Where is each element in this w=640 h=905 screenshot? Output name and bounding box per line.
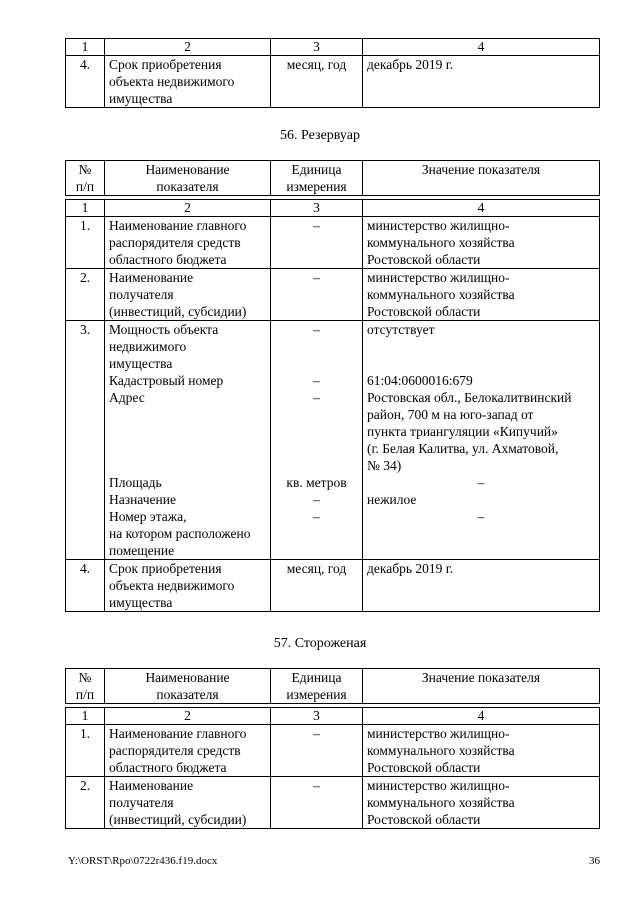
cell-line <box>275 338 358 355</box>
cell-line: Наименование <box>109 270 194 285</box>
cell-line <box>275 406 358 423</box>
header-line: № <box>78 162 92 177</box>
cell-line: министерство жилищно- <box>367 270 510 285</box>
header-line: № <box>78 670 92 685</box>
cell-line: декабрь 2019 г. <box>367 561 454 576</box>
table-row <box>66 560 600 612</box>
table-row <box>66 217 600 269</box>
header-line: Наименование <box>145 670 230 685</box>
unit-cell: – <box>271 269 363 321</box>
cell-line: коммунального хозяйства <box>367 235 515 250</box>
column-index: 4 <box>363 39 600 56</box>
column-index: 3 <box>271 200 363 217</box>
cell-line: помещение <box>109 543 175 558</box>
value-cell <box>363 321 600 560</box>
cell-line: № 34) <box>367 458 402 473</box>
column-index-row <box>66 708 600 725</box>
continuation-table <box>65 38 600 108</box>
section-title: 56. Резервуар <box>280 128 360 143</box>
cell-line: Ростовской области <box>367 252 481 267</box>
cell-line <box>109 457 266 474</box>
indicator-table <box>65 668 600 829</box>
cell-line: кв. метров <box>286 475 347 490</box>
cell-line: объекта недвижимого <box>109 578 235 593</box>
cell-line: Назначение <box>109 492 176 507</box>
table-row <box>66 725 600 777</box>
header-unit <box>271 669 363 704</box>
header-line: Значение показателя <box>421 670 541 685</box>
cell-line: (инвестиций, субсидии) <box>109 304 247 319</box>
table-row <box>66 269 600 321</box>
indicator-name <box>105 269 271 321</box>
cell-line: областного бюджета <box>109 760 227 775</box>
indicator-name <box>105 217 271 269</box>
value-cell <box>363 560 600 612</box>
cell-line: Ростовской области <box>367 304 481 319</box>
cell-line <box>275 440 358 457</box>
indicator-name <box>105 321 271 560</box>
value-cell <box>363 217 600 269</box>
header-line: Значение показателя <box>421 162 541 177</box>
row-number: 4. <box>66 56 105 108</box>
value-cell <box>363 56 600 108</box>
cell-line: коммунального хозяйства <box>367 795 515 810</box>
cell-line: Ростовской области <box>367 812 481 827</box>
header-line: измерения <box>286 687 347 702</box>
table-row <box>66 777 600 829</box>
cell-line: Ростовская обл., Белокалитвинский <box>367 390 572 405</box>
row-number: 1. <box>66 725 105 777</box>
cell-line: декабрь 2019 г. <box>367 57 454 72</box>
cell-line: недвижимого <box>109 339 187 354</box>
header-name <box>105 669 271 704</box>
header-line: Единица <box>291 162 342 177</box>
cell-line <box>275 423 358 440</box>
cell-line: Мощность объекта <box>109 322 219 337</box>
cell-line <box>275 542 358 559</box>
cell-line: получателя <box>109 795 174 810</box>
cell-line: распорядителя средств <box>109 235 241 250</box>
header-value <box>363 161 600 196</box>
column-index-row <box>66 200 600 217</box>
cell-line: Номер этажа, <box>109 509 187 524</box>
cell-line: областного бюджета <box>109 252 227 267</box>
cell-line: – <box>477 475 485 490</box>
header-line: п/п <box>75 687 95 702</box>
cell-line: министерство жилищно- <box>367 778 510 793</box>
table-row <box>66 321 600 560</box>
cell-line: Адрес <box>109 390 145 405</box>
row-number: 2. <box>66 777 105 829</box>
cell-line: Ростовской области <box>367 760 481 775</box>
cell-line: объекта недвижимого <box>109 74 235 89</box>
column-index: 1 <box>66 708 105 725</box>
row-number: 3. <box>66 321 105 560</box>
header-line: п/п <box>75 179 95 194</box>
header-unit <box>271 161 363 196</box>
indicator-name <box>105 725 271 777</box>
header-line: Единица <box>291 670 342 685</box>
row-number: 4. <box>66 560 105 612</box>
cell-line: Наименование <box>109 778 194 793</box>
unit-cell <box>271 321 363 560</box>
cell-line: Срок приобретения <box>109 57 222 72</box>
indicator-name <box>105 56 271 108</box>
cell-line: Наименование главного <box>109 218 247 233</box>
cell-line <box>275 355 358 372</box>
value-cell <box>363 777 600 829</box>
file-path: Y:\ORST\Rpo\0722r436.f19.docx <box>68 855 218 867</box>
header-num <box>66 161 105 196</box>
cell-line: министерство жилищно- <box>367 726 510 741</box>
cell-line: получателя <box>109 287 174 302</box>
cell-line: – <box>313 390 320 405</box>
cell-line: коммунального хозяйства <box>367 743 515 758</box>
header-line: Наименование <box>145 162 230 177</box>
cell-line: пункта триангуляции «Кипучий» <box>367 424 558 439</box>
page-number: 36 <box>589 855 600 867</box>
column-index: 1 <box>66 39 105 56</box>
unit-cell: месяц, год <box>271 56 363 108</box>
cell-line <box>109 406 266 423</box>
cell-line: – <box>313 492 320 507</box>
unit-cell: – <box>271 725 363 777</box>
cell-line: имущества <box>109 595 173 610</box>
cell-line: район, 700 м на юго-запад от <box>367 407 534 422</box>
column-index: 1 <box>66 200 105 217</box>
cell-line: (инвестиций, субсидии) <box>109 812 247 827</box>
header-line: измерения <box>286 179 347 194</box>
section-title: 57. Стороженая <box>273 636 367 651</box>
header-line: показателя <box>156 687 219 702</box>
header-name <box>105 161 271 196</box>
column-index: 2 <box>105 39 271 56</box>
cell-line: Срок приобретения <box>109 561 222 576</box>
indicator-name <box>105 560 271 612</box>
cell-line <box>109 440 266 457</box>
cell-line: коммунального хозяйства <box>367 287 515 302</box>
unit-cell: месяц, год <box>271 560 363 612</box>
row-number: 1. <box>66 217 105 269</box>
header-row <box>66 161 600 196</box>
cell-line: Кадастровый номер <box>109 373 224 388</box>
unit-cell: – <box>271 777 363 829</box>
cell-line: (г. Белая Калитва, ул. Ахматовой, <box>367 441 559 456</box>
cell-line <box>109 423 266 440</box>
header-value <box>363 669 600 704</box>
cell-line <box>275 457 358 474</box>
cell-line <box>367 542 595 559</box>
value-cell <box>363 725 600 777</box>
header-num <box>66 669 105 704</box>
indicator-table <box>65 160 600 612</box>
unit-cell: – <box>271 217 363 269</box>
cell-line: 61:04:0600016:679 <box>367 373 473 388</box>
table-row <box>66 56 600 108</box>
cell-line: отсутствует <box>367 322 435 337</box>
column-index: 3 <box>271 708 363 725</box>
column-index-row <box>66 39 600 56</box>
cell-line: нежилое <box>367 492 417 507</box>
column-index: 2 <box>105 708 271 725</box>
cell-line <box>367 338 595 355</box>
cell-line: – <box>313 322 320 337</box>
cell-line <box>275 525 358 542</box>
cell-line: министерство жилищно- <box>367 218 510 233</box>
value-cell <box>363 269 600 321</box>
header-row <box>66 669 600 704</box>
cell-line <box>367 355 595 372</box>
cell-line: – <box>313 509 320 524</box>
column-index: 4 <box>363 708 600 725</box>
cell-line: Площадь <box>109 475 162 490</box>
cell-line: – <box>477 509 485 524</box>
cell-line: на котором расположено <box>109 526 251 541</box>
cell-line: Наименование главного <box>109 726 247 741</box>
cell-line: – <box>313 373 320 388</box>
row-number: 2. <box>66 269 105 321</box>
column-index: 2 <box>105 200 271 217</box>
cell-line: имущества <box>109 356 173 371</box>
column-index: 3 <box>271 39 363 56</box>
cell-line: имущества <box>109 91 173 106</box>
column-index: 4 <box>363 200 600 217</box>
indicator-name <box>105 777 271 829</box>
cell-line: распорядителя средств <box>109 743 241 758</box>
cell-line <box>367 525 595 542</box>
header-line: показателя <box>156 179 219 194</box>
